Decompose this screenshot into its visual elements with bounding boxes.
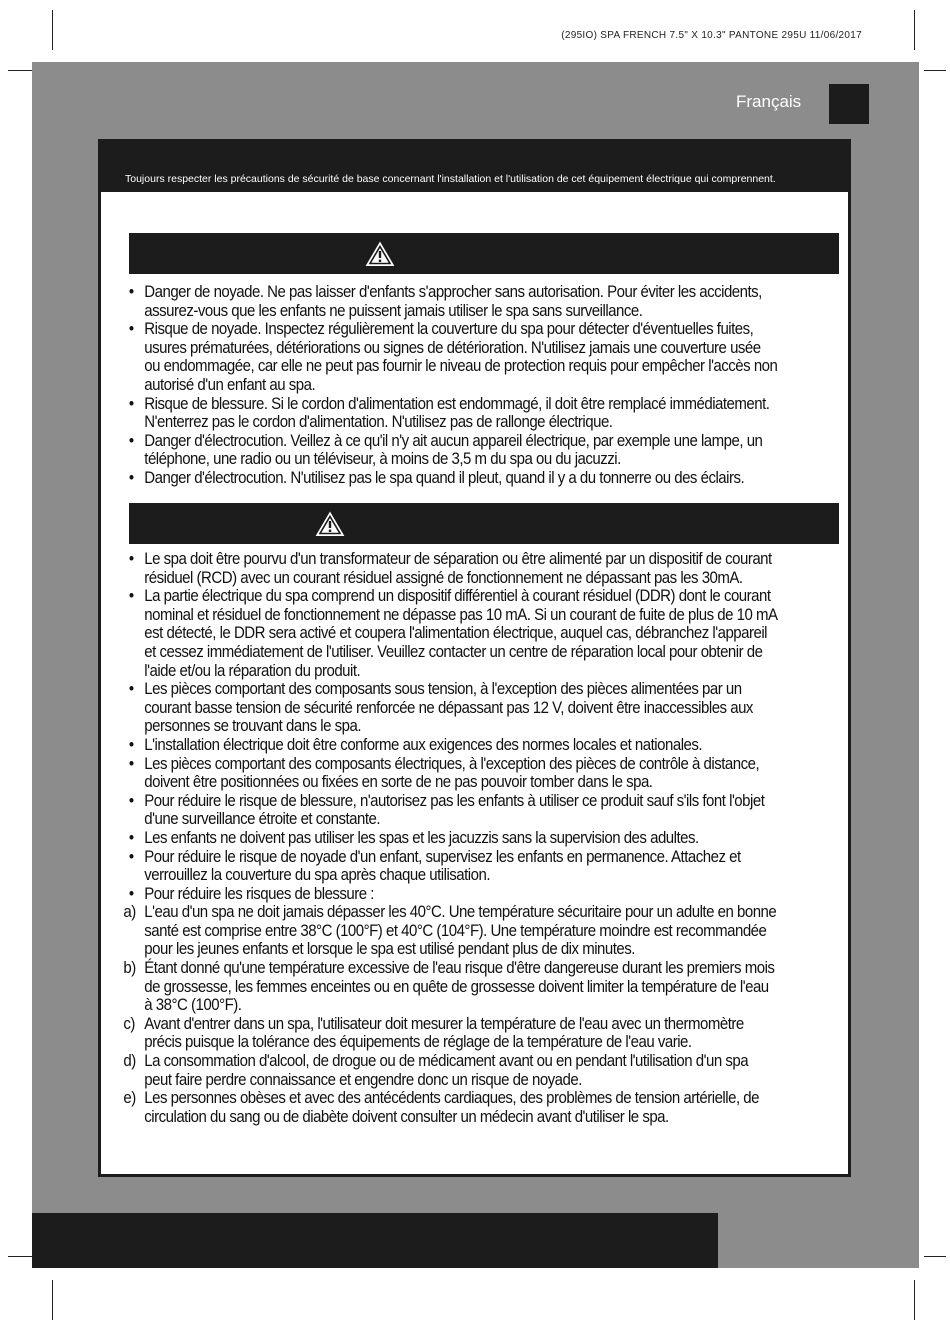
crop-mark-bottom-right-vertical xyxy=(914,1280,915,1320)
list-item xyxy=(127,736,779,755)
list-item-text: Danger d'électrocution. Veillez à ce qu'il n'y ait aucun appareil électrique, par exemple une lampe, un téléphone, une radio ou un téléviseur, à moins de 3,5 m du spa ou du jacuzzi. xyxy=(144,431,763,469)
list-item xyxy=(127,587,779,680)
crop-mark-top-left-vertical xyxy=(52,10,53,50)
bullet-marker: • xyxy=(128,884,134,903)
bullet-marker: • xyxy=(128,735,134,754)
list-item xyxy=(127,755,779,792)
warning-list-2 xyxy=(123,550,779,1126)
letter-marker: d) xyxy=(123,1052,136,1071)
letter-marker: c) xyxy=(123,1014,135,1033)
bullet-marker: • xyxy=(128,468,134,487)
language-tab-square xyxy=(829,84,869,124)
intro-text: Toujours respecter les précautions de sécurité de base concernant l'installation et l'utilisation de cet équipement électrique qui comprennent. xyxy=(125,173,776,185)
crop-mark-bottom-right-horizontal xyxy=(924,1256,946,1257)
list-item-text: La consommation d'alcool, de drogue ou de médicament avant ou en pendant l'utilisation d'un spa peut faire perdre connaissance et engendre donc un risque de noyade. xyxy=(144,1052,749,1089)
bullet-marker: • xyxy=(128,847,134,866)
bullet-marker: • xyxy=(128,828,134,847)
list-item-text: L'installation électrique doit être conforme aux exigences des normes locales et nationales. xyxy=(144,735,703,754)
bullet-marker: • xyxy=(128,320,134,339)
bullet-marker: • xyxy=(128,431,134,450)
list-item-text: Risque de noyade. Inspectez régulièrement la couverture du spa pour détecter d'éventuelles fuites, usures prématurées, détériorations ou signes de détérioration. N'utilisez jamais une couverture usée ou endommagée, car elle ne peut pas fournir le niveau de protection requis pour empêcher l'accès non autorisé d'un enfant au spa. xyxy=(144,320,778,394)
intro-banner xyxy=(101,142,848,192)
bullet-marker: • xyxy=(128,791,134,810)
bullet-marker: • xyxy=(128,587,134,606)
bullet-marker: • xyxy=(128,550,134,568)
list-item-text: Pour réduire les risques de blessure : xyxy=(144,884,374,903)
bullet-marker: • xyxy=(128,680,134,699)
crop-mark-top-right-vertical xyxy=(914,10,915,50)
list-item-text: Les enfants ne doivent pas utiliser les spas et les jacuzzis sans la supervision des adultes. xyxy=(144,828,699,847)
letter-marker: b) xyxy=(123,959,136,978)
list-item xyxy=(127,792,779,829)
warning-triangle-icon xyxy=(315,511,345,537)
list-item-text: Les pièces comportant des composants électriques, à l'exception des pièces de contrôle à distance, doivent être positionnées ou fixées en sorte de ne pas pouvoir tomber dans le spa. xyxy=(144,754,760,792)
letter-marker: a) xyxy=(123,903,136,922)
list-item xyxy=(127,680,779,736)
letter-marker: e) xyxy=(123,1089,136,1108)
bullet-marker: • xyxy=(128,394,134,413)
list-item-text: La partie électrique du spa comprend un dispositif différentiel à courant résiduel (DDR) dont le courant nominal et résiduel de fonctionnement ne dépasse pas 10 mA. Si un courant de fuite de plus de 10 mA est détecté, le DDR sera activé et coupera l'alimentation électrique, auquel cas, débranchez l'appareil et cessez immédiatement de l'utiliser. Veuillez contacter un centre de réparation local pour obtenir de l'aide et/ou la réparation du produit. xyxy=(144,587,777,680)
list-item xyxy=(127,550,779,587)
crop-mark-top-right-horizontal xyxy=(924,70,946,71)
list-item-text: Les pièces comportant des composants sous tension, à l'exception des pièces alimentées par un courant basse tension de sécurité renforcée ne dépassant pas 12 V, doivent être inaccessibles aux personnes se trouvant dans le spa. xyxy=(144,680,753,736)
warning-triangle-icon xyxy=(365,241,395,267)
warning-header-1 xyxy=(129,233,839,274)
list-item-text: Danger d'électrocution. N'utilisez pas le spa quand il pleut, quand il y a du tonnerre ou des éclairs. xyxy=(144,468,745,487)
list-item xyxy=(123,959,779,1015)
warning-header-2 xyxy=(129,503,839,544)
list-item xyxy=(123,1014,779,1052)
safety-panel xyxy=(98,139,851,1177)
list-item xyxy=(127,395,779,432)
list-item xyxy=(127,885,779,904)
list-item xyxy=(127,848,779,885)
warning-list-1 xyxy=(127,283,779,488)
language-label: Français xyxy=(736,92,802,111)
bullet-marker: • xyxy=(128,283,134,301)
list-item xyxy=(123,903,779,959)
crop-mark-bottom-left-vertical xyxy=(52,1280,53,1320)
bullet-marker: • xyxy=(128,754,134,773)
list-item-text: Danger de noyade. Ne pas laisser d'enfants s'approcher sans autorisation. Pour éviter les accidents, assurez-vous que les enfants ne puissent jamais utiliser le spa sans surveillance. xyxy=(144,283,762,320)
list-item-text: L'eau d'un spa ne doit jamais dépasser les 40°C. Une température sécuritaire pour un adulte en bonne santé est comprise entre 38°C (100°F) et 40°C (104°F). Une température moindre est recommandée pour les jeunes enfants et lorsque le spa est utilisé pendant plus de dix minutes. xyxy=(144,903,777,959)
list-item-text: Le spa doit être pourvu d'un transformateur de séparation ou être alimenté par un dispositif de courant résiduel (RCD) avec un courant résiduel assigné de fonctionnement ne dépassant pas les 30mA. xyxy=(144,550,772,587)
list-item xyxy=(127,320,779,394)
list-item-text: Risque de blessure. Si le cordon d'alimentation est endommagé, il doit être remplacé immédiatement. N'enterrez pas le cordon d'alimentation. N'utilisez pas de rallonge électrique. xyxy=(144,394,770,432)
list-item xyxy=(123,1089,779,1126)
list-item-text: Pour réduire le risque de noyade d'un enfant, supervisez les enfants en permanence. Attachez et verrouillez la couverture du spa après chaque utilisation. xyxy=(144,847,741,885)
list-item-text: Les personnes obèses et avec des antécédents cardiaques, des problèmes de tension artérielle, de circulation du sang ou de diabète doivent consulter un médecin avant d'utiliser le spa. xyxy=(144,1089,759,1126)
print-info: (295IO) SPA FRENCH 7.5" X 10.3" PANTONE 295U 11/06/2017 xyxy=(561,30,862,41)
list-item xyxy=(127,432,779,469)
list-item xyxy=(127,283,779,320)
list-item xyxy=(127,469,779,488)
list-item xyxy=(127,829,779,848)
list-item-text: Étant donné qu'une température excessive de l'eau risque d'être dangereuse durant les premiers mois de grossesse, les femmes enceintes ou en quête de grossesse doivent limiter la température de l'eau à 38°C (100°F). xyxy=(144,959,775,1015)
list-item xyxy=(123,1052,779,1089)
list-item-text: Avant d'entrer dans un spa, l'utilisateur doit mesurer la température de l'eau avec un thermomètre précis puisque la tolérance des équipements de réglage de la température de l'eau varie. xyxy=(144,1014,744,1052)
list-item-text: Pour réduire le risque de blessure, n'autorisez pas les enfants à utiliser ce produit sauf s'ils font l'objet d'une surveillance étroite et constante. xyxy=(144,791,765,829)
footer-bar xyxy=(32,1213,718,1268)
